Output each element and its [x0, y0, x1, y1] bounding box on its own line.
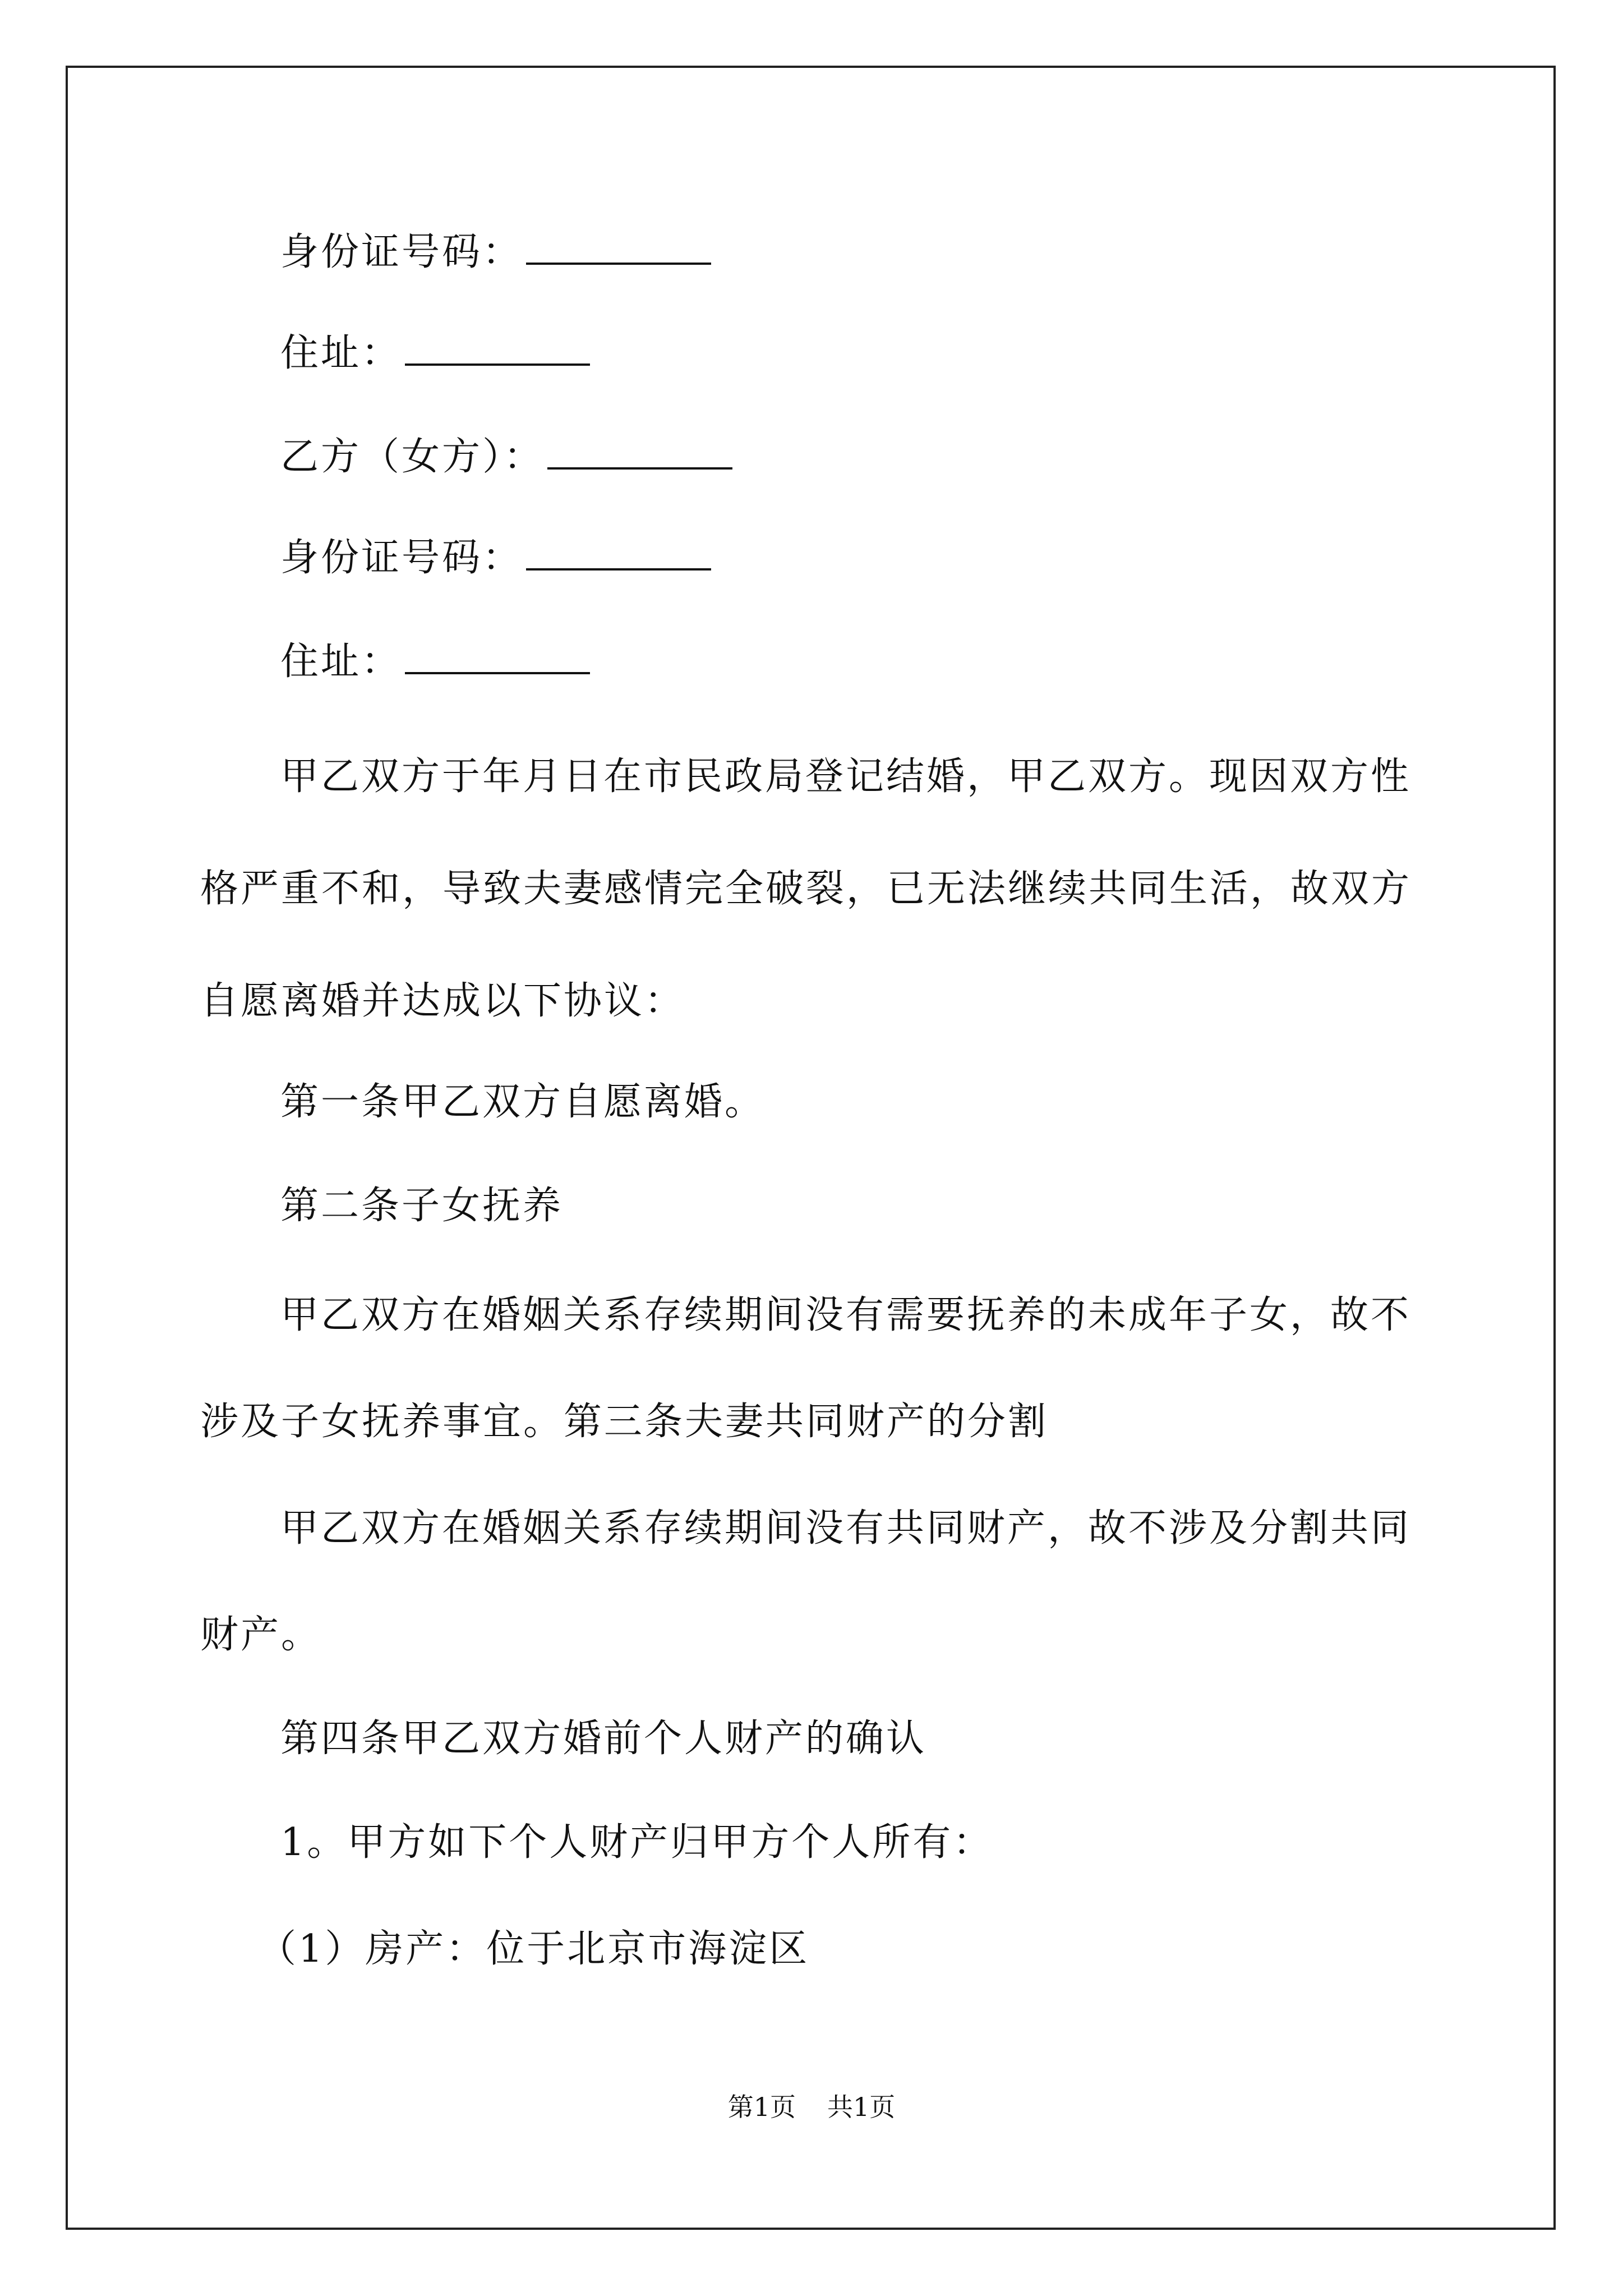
paragraph-line: 格严重不和，导致夫妻感情完全破裂，已无法继续共同生活，故双方 [200, 867, 1412, 911]
article-heading: 第二条子女抚养 [280, 1184, 564, 1228]
id-number-line-party-a [280, 230, 711, 275]
page-current: 第1页 [727, 2092, 796, 2122]
address-line-party-a [280, 331, 590, 376]
paragraph-line: 甲乙双方在婚姻关系存续期间没有需要抚养的未成年子女，故不 [280, 1293, 1412, 1337]
fill-blank [526, 537, 711, 570]
fill-blank [547, 436, 732, 470]
paragraph-line: 财产。 [200, 1613, 322, 1657]
paragraph-line: 自愿离婚并达成以下协议： [200, 979, 685, 1023]
id-number-label: 身份证号码： [280, 536, 523, 580]
paragraph-line: 甲乙双方于年月日在市民政局登记结婚，甲乙双方。现因双方性 [280, 754, 1412, 799]
id-number-line-party-b [280, 536, 711, 581]
address-line-party-b [280, 639, 590, 684]
id-number-label: 身份证号码： [280, 230, 523, 274]
article-heading: 第一条甲乙双方自愿离婚。 [280, 1080, 766, 1124]
address-label: 住址： [280, 331, 402, 375]
paragraph-line: 涉及子女抚养事宜。第三条夫妻共同财产的分割 [200, 1400, 1049, 1444]
page-total: 共1页 [827, 2092, 896, 2122]
fill-blank [526, 231, 711, 265]
party-b-label: 乙方（女方）： [280, 435, 545, 479]
clause-line: （1）房产：位于北京市海淀区 [258, 1927, 810, 1971]
fill-blank [405, 332, 590, 366]
page-border [66, 66, 1556, 2230]
clause-line: 1。甲方如下个人财产归甲方个人所有： [280, 1820, 994, 1865]
fill-blank [405, 641, 590, 674]
paragraph-line: 甲乙双方在婚姻关系存续期间没有共同财产，故不涉及分割共同 [280, 1506, 1412, 1550]
address-label: 住址： [280, 639, 402, 684]
article-heading: 第四条甲乙双方婚前个人财产的确认 [280, 1717, 927, 1761]
page-footer [0, 2091, 1623, 2123]
party-b-line [280, 435, 732, 480]
